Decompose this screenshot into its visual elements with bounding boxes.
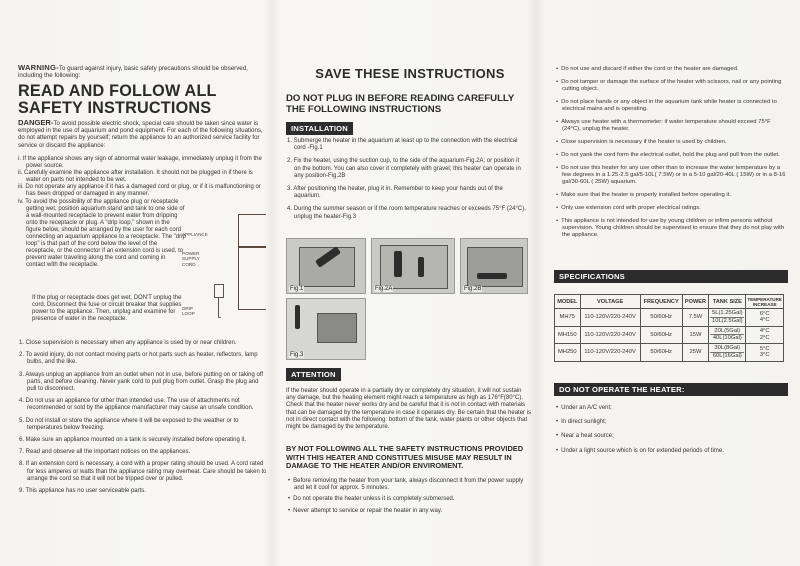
warning-label: WARNING- [18,63,59,72]
power-cell: 7.5W [682,309,709,327]
list-item: • In direct sunlight; [554,419,788,426]
figure-1 [286,238,366,294]
list-item: • Do not place hands or any object in the aquarium tank while heater is connected to electrical mains and is operating. [554,99,788,113]
specifications-table [554,294,784,362]
aquarium-stand-drawing [238,214,266,310]
column-right [552,0,790,566]
tank-size-cell [709,344,746,362]
column-header: TANK SIZE [709,295,746,309]
roman-item: i. If the appliance shows any sign of abnormal water leakage, immediately unplug it from the power source. [18,156,262,170]
column-left [14,0,266,566]
installation-title: INSTALLATION [286,122,353,135]
column-header: VOLTAGE [580,295,640,309]
voltage-cell: 110-120V/220-240V [580,326,640,344]
roman-item: iii. Do not operate any appliance if it has a damaged cord or plug, or if it is malfunctioning or has been dropped or damaged in any manner. [18,184,261,198]
do-not-plug-heading: DO NOT PLUG IN BEFORE READING CAREFULLY THE FOLLOWING INSTRUCTIONS [286,93,515,115]
heater-drawing [477,273,507,279]
temp-increase-value: 4°C [759,328,770,335]
safety-numbered-list [18,340,266,500]
figure-3 [286,298,366,360]
figure-caption: Fig.1 [290,286,304,292]
plug-wet-paragraph: If the plug or receptacle does get wet, DON'T unplug the cord. Disconnect the fuse or circuit breaker that supplies power to the appliance. Then, unplug and examine for presence of water in the receptacle. [32,295,182,323]
tank-drawing [467,247,523,287]
column-header: POWER [682,295,709,309]
figure-caption: Fig.2A [375,286,393,292]
precautions-list [554,66,788,245]
column-header: MODEL [555,295,581,309]
danger-label: DANGER- [18,118,54,127]
column-header: FREQUENCY [640,295,682,309]
attention-paragraph: If the heater should operate in a partially dry or completely dry situation, it will not sustain any damage, but the heating element might reach a temperature as high as 176°F(80°C). Check that the heater never works dry and be careful that it is not in contact with materials that can be damaged by the temperature in case it operates dry. Be certain that the heater is not in direct contact with the following: bottom of the tank, water plants or other objects that might be damaged by the temperature. [286,388,532,431]
installation-list [286,138,526,227]
tank-size-value: 10L(2.5Gal) [712,317,743,324]
list-item: 9. This appliance has no user serviceable parts. [19,488,146,495]
power-cord-label: POWER SUPPLY CORD [182,251,200,267]
tank-size-value: 60L(16Gal) [712,352,742,359]
list-item: 2. Fix the heater, using the suction cup, to the side of the aquarium-Fig.2A; or position it on the bottom. You can also cover it completely with gravel; this heater can operate in any position-Fig.2B [287,158,521,179]
do-not-operate-title: DO NOT OPERATE THE HEATER: [554,383,788,396]
list-item: • Before removing the heater from your tank, always disconnect it from the power supply and let it cool for approx. 5 minutes. [286,478,532,492]
safety-heading: READ AND FOLLOW ALL SAFETY INSTRUCTIONS [18,82,217,117]
tank-drawing [380,245,448,289]
save-instructions-title: SAVE THESE INSTRUCTIONS [315,66,505,81]
heater-drawing [394,251,402,277]
temp-increase-cell [746,344,784,362]
list-item: 8. If an extension cord is necessary, a cord with a proper rating should be used. A cord rated for less amperes or watts than the appliance rating may overheat. Care should be taken to arrange the cord so that it will not be tripped over or pulled. [19,461,266,482]
model-cell: MH250 [555,344,581,362]
list-item: • Do not use and discard if either the cord or the heater are damaged. [554,66,788,73]
tank-size-value: 30L(8Gal) [710,345,744,353]
frequency-cell: 50/60Hz [640,326,682,344]
table-row [555,309,784,327]
temp-increase-value: 3°C [759,352,770,359]
tank-size-value: 5L(1.25Gal) [712,310,743,316]
power-cell: 25W [682,344,709,362]
suction-cup-drawing [418,257,424,277]
roman-item: iv. To avoid the possibility of the appliance plug or receptacle getting wet, position aquarium stand and tank to one side of a wall-mounted receptacle to prevent water from dripping onto the receptacle or plug. A "drip loop," shown in the figure below, should be arranged by the user for each cord connecting an aquarium appliance to a receptacle. The "drip loop" is that part of the cord below the level of the receptacle, or the connector if an extension cord is used, to prevent water traveling along the cord and coming in contact with the receptacle. [18,198,186,269]
specifications-title: SPECIFICATIONS [554,270,788,283]
list-item: • Do not operate the heater unless it is completely submersed. [286,496,532,503]
temp-increase-value: 6°C [759,310,770,317]
temp-increase-value: 4°C [759,317,770,324]
table-header-row [555,295,784,309]
list-item: • Under an A/C vent; [554,405,788,412]
list-item: 4. During the summer season or if the room temperature reaches or exceeds 75°F (24°C), unplug the heater-Fig.3 [287,206,526,220]
tank-size-cell [709,309,746,327]
voltage-cell: 110-120V/220-240V [580,344,640,362]
tank-drawing [317,313,357,343]
model-cell: MH150 [555,326,581,344]
figure-2a [371,238,455,294]
list-item: • Do not use this heater for any use other than to increase the water temperature by a few degrees in a 1.25-2.5 gal/5-10L( 7.5W) or in a 5-10 gal/20-40L ( 15W) or in a 8-16 gal/30-60L ( 25W) aquarium. [554,165,788,186]
attention-bullets [286,478,532,519]
list-item: • Only use extension cord with proper electrical ratings. [554,205,788,212]
list-item: 1. Close supervision is necessary when any appliance is used by or near children. [19,340,237,346]
voltage-cell: 110-120V/220-240V [580,309,640,327]
list-item: 1. Submerge the heater in the aquarium at least up to the connection with the electrical cord -Fig.1 [287,138,518,152]
list-item: 7. Read and observe all the important notices on the appliances. [19,449,191,456]
unplugged-cord-drawing [295,305,300,329]
list-item: • Under a light source which is on for extended periods of time. [554,448,788,455]
temp-increase-value: 2°C [759,334,770,341]
list-item: 3. After positioning the heater, plug it in. Remember to keep your hands out of the aquarium. [287,186,503,200]
danger-text: To avoid possible electric shock, special care should be taken since water is employed in the use of aquarium and pond equipment. For each of the following situations, do not attempt repairs by yourself; return the appliance to an authorized service facility for service or discard the appliance: [18,120,263,149]
tank-size-value: 40L(10Gal) [712,335,742,342]
list-item: • This appliance is not intended for use by young children or infirm persons without supervision. Young children should be supervised to ensure that they do not play with the appliance. [554,218,788,239]
list-item: • Close supervision is necessary if the heater is used by children. [554,139,788,146]
temp-increase-cell [746,326,784,344]
warning-text: To guard against injury, basic safety precautions should be observed, including the following: [18,65,248,80]
temp-increase-value: 5°C [759,345,770,352]
temp-increase-cell [746,309,784,327]
list-item: • Always use heater with a thermometer: if water temperature should exceed 75°F (24°C), unplug the heater. [554,119,788,133]
misuse-warning: BY NOT FOLLOWING ALL THE SAFETY INSTRUCTIONS PROVIDED WITH THIS HEATER AND CONSTITUES MISUSE MAY RESULT IN DAMAGE TO THE HEATER AND/OR ENVIROMENT. [286,444,524,471]
list-item: 3. Always unplug an appliance from an outlet when not in use, before putting on or taking off parts, and before cleaning. Never yank cord to pull plug from outlet. Grasp the plug and pull to disconnect. [19,371,264,393]
roman-list [18,156,266,270]
danger-paragraph [18,119,266,149]
list-item: • Near a heat source; [554,433,788,440]
column-middle [282,0,532,566]
power-cell: 15W [682,326,709,344]
stand-shelf [238,246,266,248]
list-item: 2. To avoid injury, do not contact moving parts or hot parts such as heater, reflectors, lamp bulbs, and the like. [19,352,258,366]
list-item: • Do not tamper or damage the surface of the heater with scissors, nail or any pointing cutting object. [554,79,788,93]
drip-loop-cord [218,298,221,318]
frequency-cell: 50/60Hz [640,344,682,362]
warning-paragraph [18,64,264,80]
attention-title: ATTENTION [286,368,341,381]
drip-loop-label: DRIP LOOP [182,306,195,317]
table-row [555,344,784,362]
model-cell: MH75 [555,309,581,327]
appliance-label: APPLIANCE [182,232,208,237]
list-item: • Do not yank the cord form the electrical outlet, hold the plug and pull from the outlet. [554,152,788,159]
drip-loop-diagram [230,214,266,324]
column-header: TEMPERATURE INCREASE [747,296,782,307]
tank-size-cell [709,326,746,344]
figure-2b [460,238,528,294]
frequency-cell: 50/60Hz [640,309,682,327]
figure-caption: Fig.2B [464,286,482,292]
do-not-operate-list [554,405,788,462]
figure-caption: Fig.3 [290,352,304,358]
list-item: • Make sure that the heater is properly installed before operating it. [554,192,788,199]
list-item: 6. Make sure an appliance mounted on a tank is securely installed before operating it. [19,437,247,444]
list-item: • Never attempt to service or repair the heater in any way. [286,508,532,515]
list-item: 5. Do not install or store the appliance where it will be exposed to the weather or to temperatures below freezing. [19,417,239,431]
table-row [555,326,784,344]
wall-outlet-icon [214,284,224,298]
list-item: 4. Do not use an appliance for other than intended use. The use of attachments not recommended or sold by the appliance manufacturer may cause an unsafe condition. [19,398,254,412]
tank-size-value: 20L(5Gal) [710,328,744,336]
roman-item: ii. Carefully examine the appliance after installation. It should not be plugged in if there is water on parts not intended to be wet. [18,170,253,184]
